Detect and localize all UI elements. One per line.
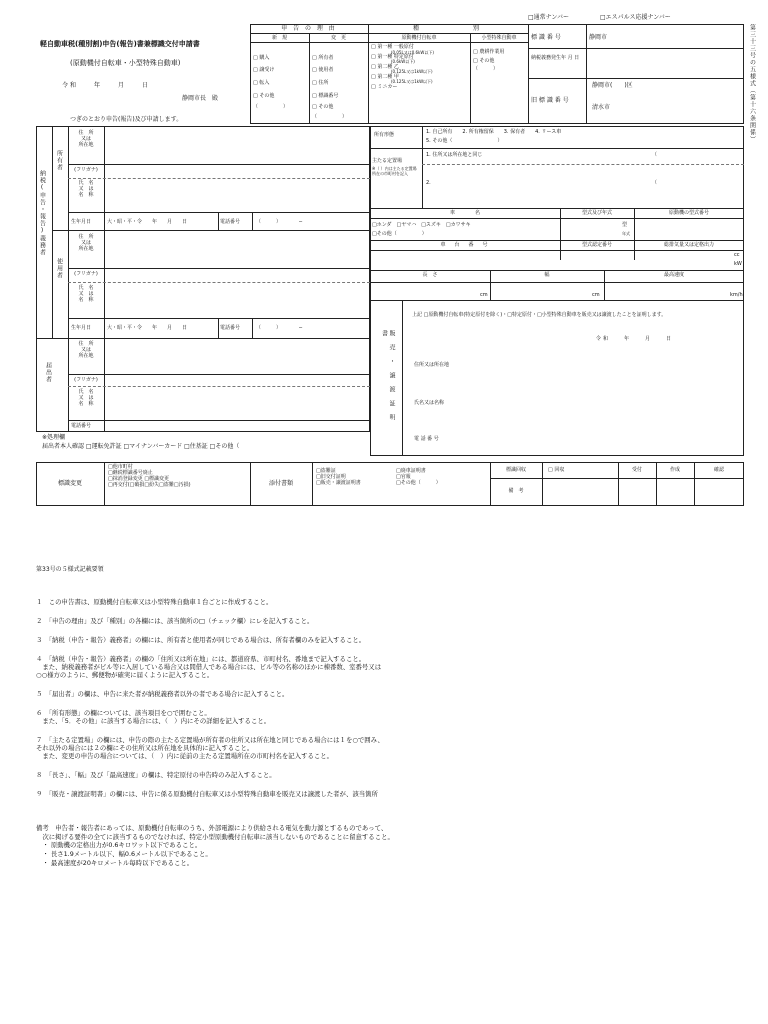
owner-label: 所有者 <box>55 150 63 171</box>
cert-name-label: 氏名又は名称 <box>414 400 445 406</box>
vehicle-grid <box>370 126 744 456</box>
type-small-header: 小型特殊自動車 <box>481 35 517 41</box>
plate-change-options[interactable]: □他市町村 □継続標識番号廃止 □抹消登録変更 □標識変更 □再交付(□破損□紛失□盗難□汚損) <box>108 464 191 488</box>
plate-number-value[interactable]: 静岡市 <box>589 34 608 41</box>
year-field[interactable]: 年式 <box>622 231 630 236</box>
user-label: 使用者 <box>55 258 63 279</box>
user-birth-label: 生年月日 <box>71 325 92 331</box>
user-address-field[interactable] <box>105 232 369 267</box>
storage-paren-2: （ <box>652 180 658 186</box>
form-subtitle: (原動機付自転車・小型特殊自動車) <box>70 59 181 67</box>
plate-type-normal[interactable]: □通常ナンバー <box>528 14 569 21</box>
ownership-other[interactable]: 5. その他（ ） <box>426 138 503 144</box>
filer-label: 届出者 <box>44 362 52 383</box>
model-year-label: 型式及び年式 <box>581 210 612 216</box>
filer-phone-label: 電話番号 <box>71 423 92 429</box>
displacement-label: 総排気量又は定格出力 <box>663 242 714 248</box>
note-item: １ この申告書は、原動機付自転車又は小型特殊自動車１台ごとに作成すること。 <box>36 598 273 606</box>
reason-change-other[interactable]: □ その他 <box>312 104 334 110</box>
type-header: 種 別 <box>412 25 483 32</box>
addressee: 静岡市長 殿 <box>182 95 219 102</box>
note-item: ２ 「申告の理由」及び「種別」の各欄には、該当箇所の□（チェック欄）にレを記入すること。 <box>36 617 314 625</box>
memo-label: 備 考 <box>508 488 524 494</box>
reason-change-plate[interactable]: □ 標識番号 <box>312 93 339 99</box>
old-plate-label: 旧 標 識 番 号 <box>531 97 569 104</box>
unit-cc: cc <box>734 252 740 258</box>
filer-name-label: 氏 名 又 は 名 称 <box>78 389 94 407</box>
reason-new-header: 新 規 <box>271 35 287 41</box>
filer-name-field[interactable] <box>105 388 369 419</box>
tax-start-date-label: 納税義務発生年 月 日 <box>531 55 580 61</box>
unit-length-cm: cm <box>480 292 488 298</box>
remarks: 備考 申告者・報告者にあっては、原動機付自転車のうち、外部電源により供給される電気を動力源とするものであって、 次に掲げる要件の全てに該当するものでなければ、特定小型原動機付自転車に該当しないものであることに留意すること。 ・ 原動機の定格出力が0.6キロワット以下であること。 ・ 長さ1.9メートル以下、幅0.6メートル以下であること。 ・ 最高速度が20キロメートル毎時以下であること。 <box>36 824 394 867</box>
filer-address-field[interactable] <box>105 340 369 373</box>
old-plate-city[interactable]: 静岡市( )区 <box>592 82 633 89</box>
reason-change-user[interactable]: □ 使用者 <box>312 67 334 73</box>
form-title: 軽自動車税(種別割)申告(報告)書兼標識交付申請書 <box>40 40 200 48</box>
attachments-col2[interactable]: □廃車証明書 □官報 □その他（ ） <box>396 468 441 486</box>
owner-phone-field[interactable]: （ ） − <box>256 219 303 225</box>
note-item: ４ 「納税（申告・報告）義務者」の欄の「住所又は所在地」には、都道府県、市町村名、番地まで記入すること。 また、納税義務者がビル等に入居している場合又は間借人である場合には、ビル等の名称のほかに棟番数、室番号又は ○○様方のように、郵便物が確実に届くように記入すること。 <box>36 655 382 679</box>
notes-list <box>36 598 736 809</box>
note-item: ５ 「届出者」の欄は、申告に来た者が納税義務者以外の者である場合に記入すること。 <box>36 690 289 698</box>
user-phone-label: 電話番号 <box>220 325 241 331</box>
owner-phone-label: 電話番号 <box>220 219 241 225</box>
storage-option-2[interactable]: 2. <box>426 180 431 186</box>
unit-kw: kW <box>734 261 742 267</box>
reason-change-header: 変 更 <box>330 35 346 41</box>
reason-new-purchase[interactable]: □ 購入 <box>253 55 270 61</box>
attachments-label: 添付書類 <box>268 480 293 487</box>
user-phone-field[interactable]: （ ） − <box>256 325 303 331</box>
width-label: 幅 <box>544 272 550 278</box>
create-label: 作成 <box>669 467 680 473</box>
reason-new-transfer[interactable]: □ 譲受け <box>253 67 275 73</box>
plate-type-spulse[interactable]: □エスパルス応援ナンバー <box>600 14 671 21</box>
owner-address-label: 住 所 又は 所在地 <box>78 130 94 148</box>
accept-label: 受付 <box>631 467 642 473</box>
owner-birth-label: 生年月日 <box>71 219 92 225</box>
reason-new-movein[interactable]: □ 転入 <box>253 80 270 86</box>
note-item: ７ 「主たる定置場」の欄には、申告の際の主たる定置場が所有者の住所又は所在地と同じである場合には１を○で囲み、 それ以外の場合には２の欄にその住所又は所在地を具体的に記入すること。 また、変更の申告の場合については、（ ）内に従前の主たる定置場所在の市町村名を記入すること。 <box>36 736 384 760</box>
declaration-text: つぎのとおり申告(報告)及び申請します。 <box>70 116 183 123</box>
cert-date[interactable]: 令和 年 月 日 <box>596 336 674 342</box>
plate-change-label: 標識変更 <box>57 480 82 487</box>
note-item: ６ 「所有形態」の欄については、該当項目を○で囲むこと。 また、「5．その他」に該当する場合には、（ ）内にその詳細を記入すること。 <box>36 709 271 725</box>
note-item: ３ 「納税（申告・報告）義務者」の欄には、所有者と使用者が同じである場合は、所有者欄のみを記入すること。 <box>36 636 366 644</box>
note-item: ９ 「販売・譲渡証明書」の欄には、申告に係る原動機付自転車又は小型特殊自動車を販売又は譲渡した者が、該当箇所 <box>36 790 378 798</box>
length-label: 長 さ <box>422 272 438 278</box>
filer-address-label: 住 所 又は 所在地 <box>78 341 94 359</box>
cert-text: 上記 □原動機付自転車(特定原付を除く)・□特定原付・□小型特殊自動車を販売又は譲渡したことを証明します。 <box>412 312 667 318</box>
type-moped-header: 原動機付自転車 <box>401 35 437 41</box>
owner-address-field[interactable] <box>105 128 369 163</box>
ownership-options[interactable]: 1. 自己所有 2. 所有権留保 3. 保有者 4. リース車 <box>426 129 562 135</box>
model-field[interactable]: 型 <box>622 222 628 228</box>
maker-label: 車 名 <box>449 210 480 216</box>
cert-label: 販売・譲渡証明書 <box>380 330 395 428</box>
ownership-label: 所有形態 <box>374 132 395 138</box>
maker-other[interactable]: □その他（ ） <box>372 231 427 237</box>
user-birth-field[interactable]: 大・昭・平・令 年 月 日 <box>107 325 188 331</box>
plate-number-label: 標 識 番 号 <box>531 34 561 41</box>
reason-new-other[interactable]: □ その他 <box>253 93 275 99</box>
owner-furigana-label: (フリガナ) <box>74 167 98 173</box>
form-date: 令和 年 月 日 <box>62 82 151 89</box>
attachments-col1[interactable]: □盗難証 □旧交付証明 □販売・譲渡証明書 <box>316 468 361 486</box>
owner-birth-field[interactable]: 大・昭・平・令 年 月 日 <box>107 219 188 225</box>
plate-collect-checkbox[interactable]: □ 回収 <box>548 467 565 473</box>
confirm-label: 確認 <box>713 467 724 473</box>
filer-furigana-label: (フリガナ) <box>74 377 98 383</box>
cert-phone-label: 電 話 番 号 <box>414 436 439 442</box>
reason-header: 申 告 の 理 由 <box>281 25 337 32</box>
user-furigana-label: (フリガナ) <box>74 271 98 277</box>
form-number-label: 第三十三号の五様式（第十六条関係） <box>748 24 756 143</box>
note-item: ８ 「長さ」、「幅」及び「最高速度」の欄は、特定原付の申告時のみ記入すること。 <box>36 771 276 779</box>
chassis-model-label: 型式認定番号 <box>581 242 612 248</box>
unit-speed: km/h <box>730 292 743 298</box>
user-name-field[interactable] <box>105 284 369 317</box>
cert-address-label: 住所又は所在地 <box>414 362 450 368</box>
storage-label: 主たる定置場 <box>372 158 403 164</box>
reason-change-address[interactable]: □ 住所 <box>312 80 329 86</box>
processing-label: ※処理欄 <box>42 434 66 441</box>
reason-new-other-detail[interactable]: （ ） <box>253 104 289 110</box>
owner-name-label: 氏 名 又 は 名 称 <box>78 180 94 198</box>
user-address-label: 住 所 又は 所在地 <box>78 234 94 252</box>
type-moped-options[interactable]: □ 第一種 一般原付 (0.05L又は0.6kW以下) □ 第一種 特定原付 (0.6kW以下) □ 第二種 乙 (0.125L又は1kW以下) □ 第二種 甲 (0.125L又は1kW以下) □ ミニカー <box>371 44 434 90</box>
taxpayer-section-label: 納税(申告・報告)義務者 <box>38 170 46 256</box>
identity-check-options[interactable]: 届出者本人確認 □運転免許証 □マイナンバーカード □住基証 □その他（ <box>42 443 240 450</box>
maker-options[interactable]: □ホンダ □ヤマハ □スズキ □カワサキ <box>372 222 471 228</box>
reason-change-owner[interactable]: □ 所有者 <box>312 55 334 61</box>
type-small-options[interactable]: □ 農耕作業用 □ その他 （ ） <box>473 49 505 72</box>
storage-note: ※（ ）内は主たる定置場所在の市町村を記入 <box>372 166 417 176</box>
owner-name-field[interactable] <box>105 180 369 211</box>
user-name-label: 氏 名 又 は 名 称 <box>78 285 94 303</box>
storage-option-1[interactable]: 1. 住所又は所在地と同じ <box>426 152 483 158</box>
reason-change-other-detail[interactable]: （ ） <box>312 114 348 120</box>
notes-heading: 第33号の５様式記載要領 <box>36 566 104 573</box>
old-plate-shimizu[interactable]: 清水市 <box>592 104 611 111</box>
storage-paren-1: （ <box>652 152 658 158</box>
speed-label: 最高速度 <box>663 272 684 278</box>
unit-width-cm: cm <box>592 292 600 298</box>
engine-model-label: 原動機の型式番号 <box>668 210 709 216</box>
plate-collect-label: 標識回収 <box>505 467 526 473</box>
chassis-label: 車 台 番 号 <box>440 242 490 248</box>
